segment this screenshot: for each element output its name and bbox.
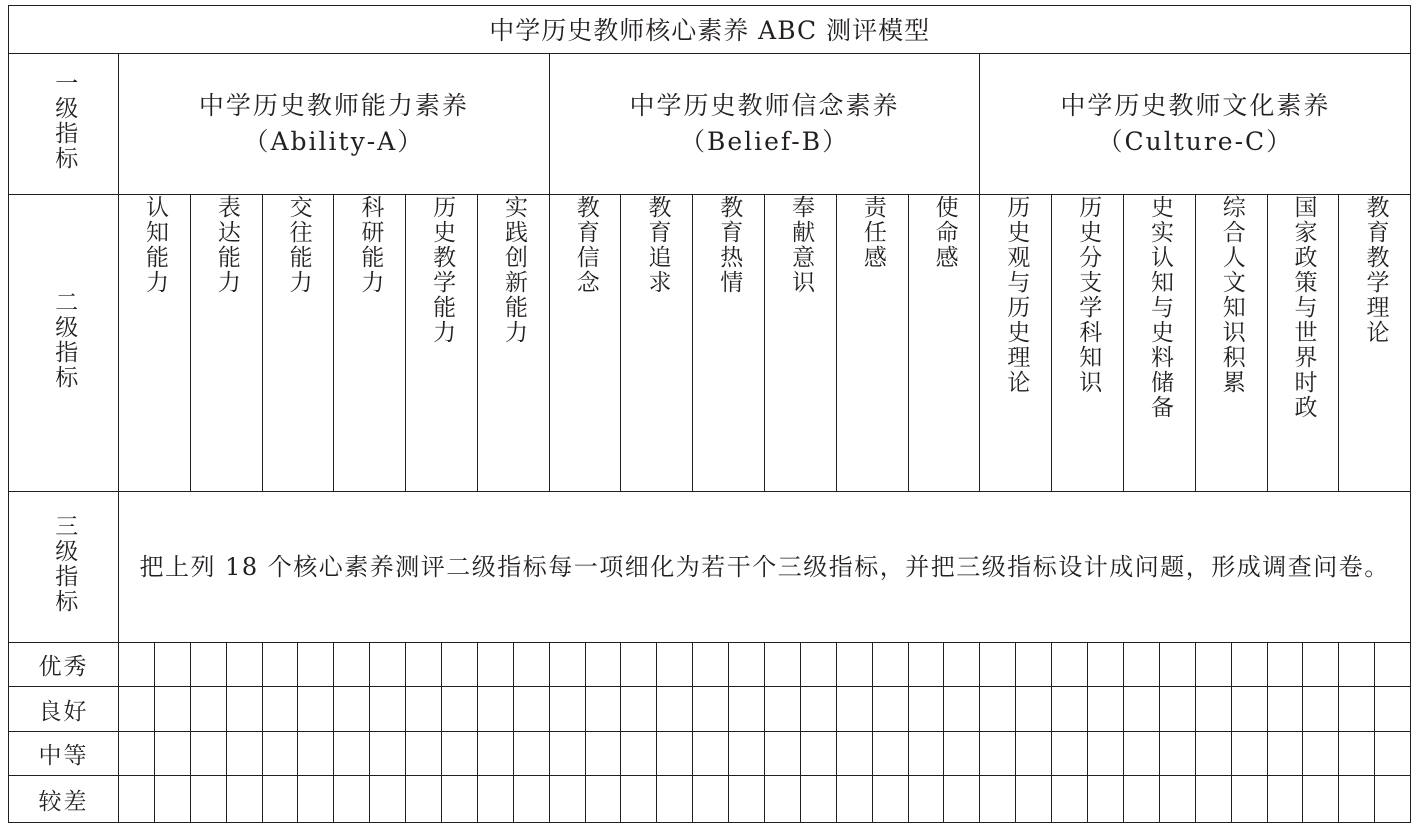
rating-cell[interactable] [442,731,478,776]
rating-cell[interactable] [513,731,549,776]
level1-group-name: 中学历史教师能力素养 [198,91,469,121]
level2-item: 历史观与历史理论 [1003,195,1030,396]
level1-group-ability [119,53,550,195]
rating-cell[interactable] [1016,731,1052,776]
rating-cell[interactable] [226,642,262,687]
rating-label: 优秀 [9,642,119,687]
rating-cell[interactable] [765,687,801,732]
rating-cell[interactable] [1195,776,1231,823]
rating-cell[interactable] [980,731,1016,776]
level1-group-code: （Belief-B） [679,126,850,156]
rating-cell[interactable] [1016,776,1052,823]
rating-cell[interactable] [262,776,298,823]
rating-cell[interactable] [1123,776,1159,823]
rating-cell[interactable] [621,731,657,776]
rating-cell[interactable] [1123,687,1159,732]
rating-cell[interactable] [693,687,729,732]
rating-cell[interactable] [549,731,585,776]
level2-item: 历史分支学科知识 [1075,195,1102,396]
rating-cell[interactable] [836,776,872,823]
rating-cell[interactable] [729,776,765,823]
rating-cell[interactable] [1088,687,1124,732]
rating-cell[interactable] [226,687,262,732]
rating-cell[interactable] [980,642,1016,687]
rating-cell[interactable] [1159,687,1195,732]
rating-cell[interactable] [693,642,729,687]
rating-cell[interactable] [1375,687,1411,732]
rating-cell[interactable] [1088,731,1124,776]
rating-cell[interactable] [406,731,442,776]
level1-label-cell [9,53,119,195]
level1-row [9,53,1411,195]
rating-cell[interactable] [334,642,370,687]
rating-row [9,776,1411,823]
rating-cell[interactable] [1159,731,1195,776]
rating-cell[interactable] [513,642,549,687]
level2-item: 教育教学理论 [1362,195,1389,346]
rating-cell[interactable] [1375,731,1411,776]
rating-cell[interactable] [800,642,836,687]
rating-cell[interactable] [226,776,262,823]
rating-cell[interactable] [1339,776,1375,823]
rating-cell[interactable] [693,731,729,776]
level2-item: 认知能力 [142,195,169,296]
rating-cell[interactable] [1195,731,1231,776]
rating-cell[interactable] [657,731,693,776]
rating-cell[interactable] [298,731,334,776]
rating-label: 中等 [9,731,119,776]
rating-cell[interactable] [1231,731,1267,776]
rating-cell[interactable] [1303,687,1339,732]
rating-cell[interactable] [154,731,190,776]
level2-item: 科研能力 [357,195,384,296]
rating-cell[interactable] [1123,642,1159,687]
rating-cell[interactable] [729,642,765,687]
rating-cell[interactable] [980,687,1016,732]
rating-cell[interactable] [1267,776,1303,823]
rating-cell[interactable] [406,776,442,823]
level2-item: 使命感 [931,195,958,271]
rating-cell[interactable] [1016,642,1052,687]
rating-cell[interactable] [190,776,226,823]
rating-cell[interactable] [1195,687,1231,732]
rating-cell[interactable] [154,776,190,823]
level2-item-cell [477,195,549,492]
rating-label: 良好 [9,687,119,732]
rating-cell[interactable] [1052,731,1088,776]
rating-cell[interactable] [226,731,262,776]
level3-label: 三级指标 [51,513,78,614]
rating-cell[interactable] [800,776,836,823]
level2-item: 教育热情 [716,195,743,296]
rating-cell[interactable] [1339,687,1375,732]
level2-item: 奉献意识 [788,195,815,296]
level2-item-cell [190,195,262,492]
rating-cell[interactable] [370,731,406,776]
rating-cell[interactable] [334,731,370,776]
rating-cell[interactable] [872,731,908,776]
rating-cell[interactable] [657,687,693,732]
rating-cell[interactable] [119,776,155,823]
rating-cell[interactable] [119,687,155,732]
rating-cell[interactable] [1267,642,1303,687]
rating-cell[interactable] [549,642,585,687]
rating-row [9,687,1411,732]
rating-cell[interactable] [262,731,298,776]
rating-cell[interactable] [477,642,513,687]
rating-cell[interactable] [872,776,908,823]
level2-item-cell [406,195,478,492]
rating-cell[interactable] [513,687,549,732]
rating-cell[interactable] [1267,687,1303,732]
rating-cell[interactable] [585,687,621,732]
rating-cell[interactable] [477,687,513,732]
rating-cell[interactable] [298,776,334,823]
level2-item: 国家政策与世界时政 [1290,195,1317,421]
rating-cell[interactable] [621,642,657,687]
level2-label: 二级指标 [51,290,78,391]
level2-label-cell [9,195,119,492]
rating-cell[interactable] [1231,776,1267,823]
level2-item-cell [693,195,765,492]
level1-group-belief [549,53,980,195]
level2-item: 实践创新能力 [500,195,527,346]
level2-row [9,195,1411,492]
rating-cell[interactable] [549,687,585,732]
level2-item-cell [1123,195,1195,492]
rating-cell[interactable] [370,642,406,687]
rating-cell[interactable] [119,642,155,687]
rating-cell[interactable] [1339,642,1375,687]
rating-cell[interactable] [442,642,478,687]
rating-cell[interactable] [477,776,513,823]
rating-label: 较差 [9,776,119,823]
rating-row [9,731,1411,776]
level2-item-cell [908,195,980,492]
level2-item-cell [334,195,406,492]
rating-cell[interactable] [370,776,406,823]
level2-item-cell [549,195,621,492]
level2-item-cell [1052,195,1124,492]
rating-cell[interactable] [1375,642,1411,687]
rating-cell[interactable] [944,731,980,776]
level2-item-cell [119,195,191,492]
rating-cell[interactable] [1159,642,1195,687]
abc-evaluation-model-table [8,5,1411,823]
level2-item-cell [836,195,908,492]
rating-cell[interactable] [262,687,298,732]
rating-cell[interactable] [1088,776,1124,823]
rating-cell[interactable] [1231,687,1267,732]
rating-cell[interactable] [1052,776,1088,823]
rating-cell[interactable] [944,776,980,823]
level2-item-cell [765,195,837,492]
rating-cell[interactable] [1339,731,1375,776]
level2-item: 教育追求 [644,195,671,296]
level2-item-cell [262,195,334,492]
rating-cell[interactable] [765,776,801,823]
rating-cell[interactable] [1231,642,1267,687]
rating-cell[interactable] [908,776,944,823]
rating-cell[interactable] [1016,687,1052,732]
rating-cell[interactable] [298,687,334,732]
rating-cell[interactable] [477,731,513,776]
level2-item: 教育信念 [572,195,599,296]
rating-cell[interactable] [908,687,944,732]
rating-cell[interactable] [908,731,944,776]
table-title: 中学历史教师核心素养 ABC 测评模型 [9,6,1411,54]
level1-label: 一级指标 [51,70,78,171]
rating-cell[interactable] [370,687,406,732]
rating-cell[interactable] [154,642,190,687]
rating-cell[interactable] [1123,731,1159,776]
rating-cell[interactable] [154,687,190,732]
level2-item: 史实认知与史料储备 [1146,195,1173,421]
rating-cell[interactable] [513,776,549,823]
rating-cell[interactable] [872,687,908,732]
level2-item: 交往能力 [285,195,312,296]
rating-cell[interactable] [262,642,298,687]
level3-label-cell [9,491,119,642]
rating-cell[interactable] [119,731,155,776]
rating-cell[interactable] [621,687,657,732]
rating-cell[interactable] [836,731,872,776]
rating-cell[interactable] [657,776,693,823]
level2-item-cell [621,195,693,492]
level3-row [9,491,1411,642]
rating-cell[interactable] [908,642,944,687]
rating-cell[interactable] [800,687,836,732]
rating-cell[interactable] [406,687,442,732]
rating-cell[interactable] [1159,776,1195,823]
rating-cell[interactable] [1052,687,1088,732]
level1-group-code: （Ability-A） [243,126,425,156]
rating-cell[interactable] [729,687,765,732]
rating-cell[interactable] [1303,731,1339,776]
level2-item-cell [1339,195,1411,492]
level2-item-cell [980,195,1052,492]
level1-group-culture [980,53,1411,195]
rating-cell[interactable] [406,642,442,687]
rating-cell[interactable] [693,776,729,823]
rating-cell[interactable] [1303,776,1339,823]
level2-item: 表达能力 [213,195,240,296]
rating-cell[interactable] [621,776,657,823]
level2-item-cell [1267,195,1339,492]
rating-cell[interactable] [190,687,226,732]
level1-group-name: 中学历史教师信念素养 [629,91,900,121]
rating-cell[interactable] [334,776,370,823]
level2-item-cell [1195,195,1267,492]
title-row [9,6,1411,54]
level1-group-code: （Culture-C） [1097,126,1294,156]
rating-cell[interactable] [1195,642,1231,687]
rating-cell[interactable] [190,731,226,776]
rating-cell[interactable] [585,776,621,823]
rating-cell[interactable] [657,642,693,687]
rating-cell[interactable] [765,642,801,687]
rating-cell[interactable] [1052,642,1088,687]
level3-description: 把上列 18 个核心素养测评二级指标每一项细化为若干个三级指标，并把三级指标设计成问题，形成调查问卷。 [119,491,1411,642]
rating-cell[interactable] [980,776,1016,823]
rating-row [9,642,1411,687]
rating-cell[interactable] [1088,642,1124,687]
rating-cell[interactable] [944,687,980,732]
rating-cell[interactable] [549,776,585,823]
rating-cell[interactable] [585,731,621,776]
level2-item: 综合人文知识积累 [1218,195,1245,396]
level1-group-name: 中学历史教师文化素养 [1060,91,1331,121]
rating-cell[interactable] [298,642,334,687]
rating-cell[interactable] [1303,642,1339,687]
rating-cell[interactable] [1375,776,1411,823]
rating-cell[interactable] [585,642,621,687]
rating-cell[interactable] [1267,731,1303,776]
rating-cell[interactable] [334,687,370,732]
rating-cell[interactable] [872,642,908,687]
rating-cell[interactable] [836,687,872,732]
rating-cell[interactable] [729,731,765,776]
level2-item: 历史教学能力 [429,195,456,346]
rating-cell[interactable] [442,687,478,732]
level2-item: 责任感 [859,195,886,271]
rating-cell[interactable] [442,776,478,823]
rating-cell[interactable] [944,642,980,687]
rating-cell[interactable] [800,731,836,776]
rating-cell[interactable] [836,642,872,687]
rating-cell[interactable] [190,642,226,687]
rating-cell[interactable] [765,731,801,776]
